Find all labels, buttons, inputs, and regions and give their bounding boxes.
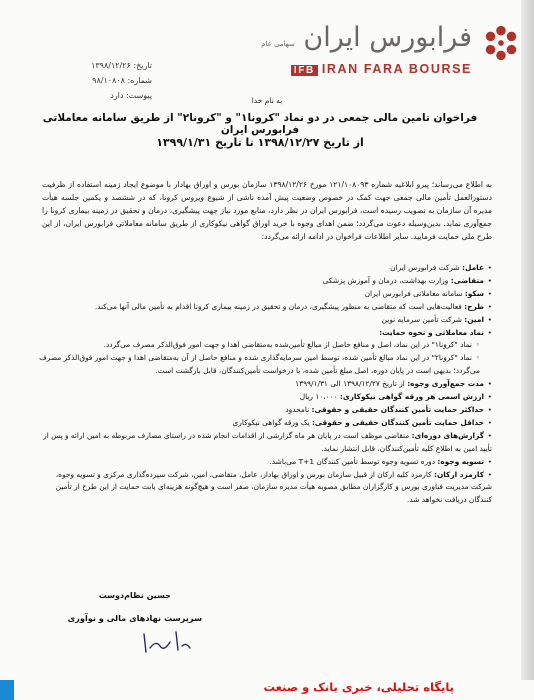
item-text: شرکت فرابورس ایران	[390, 263, 463, 272]
page-edge-shadow	[521, 0, 534, 700]
bullet-marker: •	[487, 456, 492, 466]
item-label: امین:	[464, 314, 484, 324]
bullet-marker: •	[487, 430, 492, 440]
list-item	[38, 327, 492, 340]
item-text: کارمزد کلیه ارکان از قبیل سازمان بورس و اوراق بهادار، عامل، متقاضی، امین، شرکت سپرده‌گذاری مرکزی و تسویه وجوه، شرکت مدیریت فناوری بورس و کارگزاران مطابق مصوبه هیأت مدیره سازمان، صفر است و هیچ‌گونه هزینه‌ای بابت حمایت از این طرح از تأمین کنندگان دریافت نخواهد شد.	[55, 469, 492, 505]
item-label: گزارش‌های دوره‌ای:	[411, 430, 484, 440]
list-item	[38, 378, 492, 391]
bullet-marker: •	[487, 263, 492, 272]
item-text: متقاضی موظف است در پایان هر ماه گزارشی از اقدامات انجام شده در راستای مصارف مربوطه به امین ارائه و پس از تأیید امین به اطلاع کلیه تأمین‌کنندگان، قابل انتشار نماید.	[43, 430, 492, 453]
list-item	[38, 262, 492, 275]
footer-text: پایگاه تحلیلی، خبری بانک و صنعت	[263, 680, 454, 694]
bullet-marker: •	[487, 469, 492, 479]
bullet-marker: •	[487, 288, 492, 298]
bullet-marker: •	[487, 327, 492, 337]
item-text: نماد "کرونا۲" در این نماد مبالغ تأمین شده، توسط امین سرمایه‌گذاری شده و منافع حاصل از آن به‌متقاضی اهدا و جهت امور فوق‌الذکر مصرف می‌گردد؛ بدیهی است در پایان دوره، اصل مبلغ تأمین شده، با درخواست تأمین‌کنندگان، قابل بازگشت است.	[39, 353, 480, 376]
item-label: طرح:	[464, 301, 484, 311]
letter-date: تاریخ: ۱۳۹۸/۱۲/۲۶	[91, 61, 152, 70]
list-item	[38, 404, 492, 417]
letter-number: شماره: ۹۸/۱۰۸۰۸	[92, 76, 152, 85]
logo-english-name: IFB IRAN FARA BOURSE	[291, 62, 472, 76]
bullet-marker: •	[487, 392, 492, 402]
item-text: یک ورقه گواهی نیکوکاری	[232, 417, 312, 427]
list-item	[38, 301, 492, 314]
list-item	[38, 417, 492, 430]
list-item	[38, 352, 492, 378]
bullet-marker: •	[487, 404, 492, 414]
item-label: سکو:	[464, 288, 484, 298]
bullet-marker: •	[487, 275, 492, 285]
item-label: مدت جمع‌آوری وجوه:	[407, 379, 484, 389]
fara-bourse-logo	[236, 22, 476, 84]
item-label: حداکثر حمایت تأمین کنندگان حقیقی و حقوقی:	[311, 404, 484, 414]
signatory-role: سرپرست نهادهای مالی و نوآوری	[67, 613, 202, 623]
list-item	[38, 469, 492, 508]
list-item	[38, 275, 492, 288]
call-details-list	[38, 262, 492, 507]
item-text: نامحدود	[285, 404, 312, 414]
list-item	[38, 314, 492, 327]
list-item	[38, 391, 492, 404]
list-item	[38, 430, 492, 456]
item-label: ارزش اسمی هر ورقه گواهی نیکوکاری:	[339, 392, 484, 402]
letter-attachment: پیوست: دارد	[110, 91, 152, 100]
item-label: متقاضی:	[450, 275, 484, 285]
item-label: عامل:	[462, 263, 484, 272]
list-item	[38, 288, 492, 301]
item-text: فعالیت‌هایی است که متقاضی به منظور پیشگیری، درمان و تحقیق در زمینه بیماری کرونا اقدام به تأمین مالی آنها می‌کند.	[94, 301, 465, 311]
footer-banner	[0, 680, 534, 700]
signature-block	[68, 585, 202, 629]
letter-title: فراخوان تامین مالی جمعی در دو نماد "کرونا۱" و "کرونا۲" از طریق سامانه معاملاتی فرابورس ایران	[42, 112, 478, 136]
bullet-marker: •	[487, 379, 492, 389]
intro-paragraph: به اطلاع می‌رساند؛ پیرو ابلاغیه شماره ۱۲۱/۱۰۸۰۹۳ مورخ ۱۳۹۸/۱۲/۲۶ سازمان بورس و اوراق بهادار با موضوع ایجاد زمینه استفاده از ظرفیت دستورالعمل تأمین مالی جمعی جهت کمک در خصوص وضعیت پیش آمده ناشی از شیوع ویروس کرونا، که در ششصد و یکمین جلسه هیأت مدیره آن سازمان به تصویب رسیده است، فرابورس ایران در نظر دارد، منابع مورد نیاز جهت پیشگیری، درمان و تحقیق در زمینه بیماری کرونا را جمع‌آوری نماید. بدین‌وسیله دعوت می‌گردد؛ ضمن اهدای وجوه با خرید اوراق گواهی نیکوکاری از طریق سامانه معاملاتی فرابورس ایران، از این طرح ملی حمایت فرمایید. سایر اطلاعات فراخوان در ادامه ارائه می‌گردد:	[42, 180, 493, 241]
bullet-marker: ◦	[475, 353, 480, 363]
item-label: تسویه وجوه:	[437, 456, 484, 466]
bullet-marker: •	[487, 314, 492, 324]
item-text: وزارت بهداشت، درمان و آموزش پزشکی	[322, 275, 451, 285]
fara-bourse-flower-icon	[482, 24, 520, 62]
item-label: کارمزد ارکان:	[434, 469, 484, 479]
logo-persian-name: فرابورس ایران سهامی عام	[261, 22, 472, 53]
basmala: به نام خدا	[251, 96, 283, 105]
item-text: نماد "کرونا۱" در این نماد، اصل و منافع حاصل از مبالغ تأمین‌شده به‌متقاضی اهدا و جهت امور فوق‌الذکر مصرف می‌گردد.	[103, 340, 472, 350]
item-label: نماد معاملاتی و نحوه حمایت:	[379, 327, 484, 337]
handwritten-initials	[136, 628, 196, 656]
signatory-name: حسین نظام‌دوست	[98, 591, 171, 600]
bullet-marker: •	[487, 301, 492, 311]
item-text: شرکت تأمین سرمایه نوین	[381, 314, 465, 324]
item-text: ۱۰،۰۰۰ ریال	[299, 392, 340, 402]
item-label: حداقل حمایت تأمین کنندگان حقیقی و حقوقی:	[311, 417, 484, 427]
item-text: دوره تسویه وجوه توسط تأمین کنندگان T+1 می‌باشد.	[269, 456, 438, 466]
corner-accent	[0, 680, 14, 700]
item-text: از تاریخ ۱۳۹۸/۱۲/۲۷ الی ۱۳۹۹/۱/۳۱	[295, 379, 408, 389]
bullet-marker: ◦	[475, 340, 480, 350]
list-item	[38, 456, 492, 469]
list-item	[38, 339, 492, 352]
item-text: سامانه معاملاتی فرابورس ایران	[364, 288, 465, 298]
bullet-marker: •	[487, 417, 492, 427]
letter-subtitle: از تاریخ ۱۳۹۸/۱۲/۲۷ تا تاریخ ۱۳۹۹/۱/۳۱	[156, 136, 364, 149]
